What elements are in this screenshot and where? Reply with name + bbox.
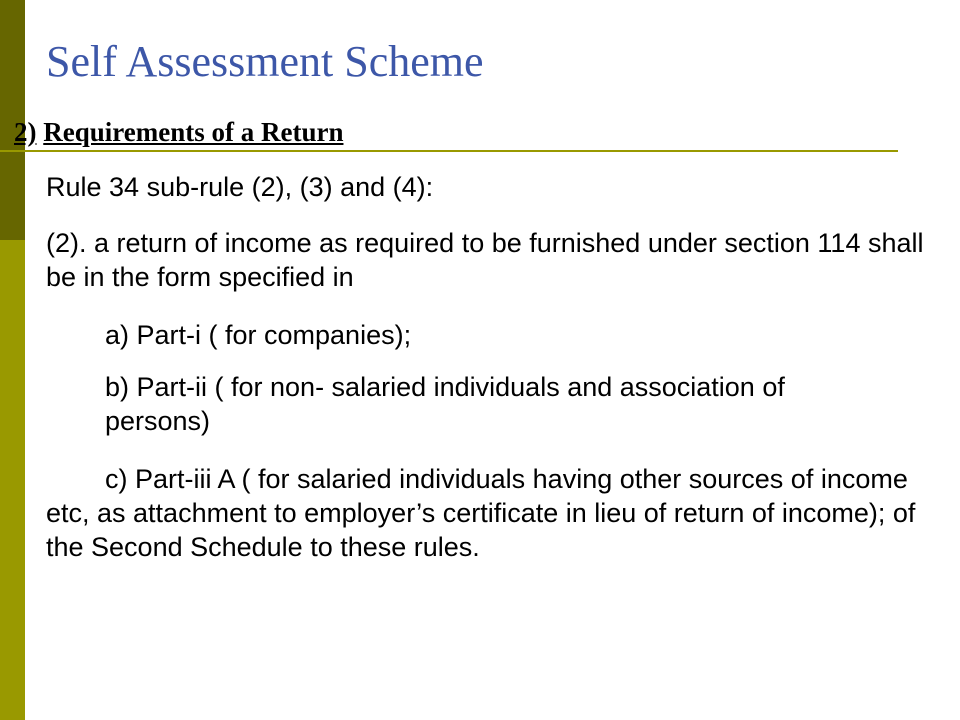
section-number: 2) bbox=[14, 117, 37, 147]
section-heading-text: Requirements of a Return bbox=[43, 117, 344, 147]
list-item-part-ii: b) Part-ii ( for non- salaried individuals and association of persons) bbox=[105, 372, 785, 436]
sidebar-segment-light bbox=[0, 240, 25, 480]
sidebar-segment-light-bottom bbox=[0, 480, 25, 720]
slide-sidebar-bar bbox=[0, 0, 25, 720]
intro-paragraph: (2). a return of income as required to be furnished under section 114 shall be in the form specified in bbox=[46, 228, 924, 292]
list-item-part-iii-a: c) Part-iii A ( for salaried individuals having other sources of income etc, as attachment to employer’s certificate in lieu of return of income); of the Second Schedule to these rules. bbox=[46, 464, 916, 562]
rule-reference: Rule 34 sub-rule (2), (3) and (4): bbox=[46, 172, 434, 202]
slide-title: Self Assessment Scheme bbox=[46, 37, 484, 86]
list-item-part-i: a) Part-i ( for companies); bbox=[105, 320, 412, 350]
section-heading bbox=[14, 114, 343, 150]
heading-divider-line bbox=[0, 150, 898, 152]
